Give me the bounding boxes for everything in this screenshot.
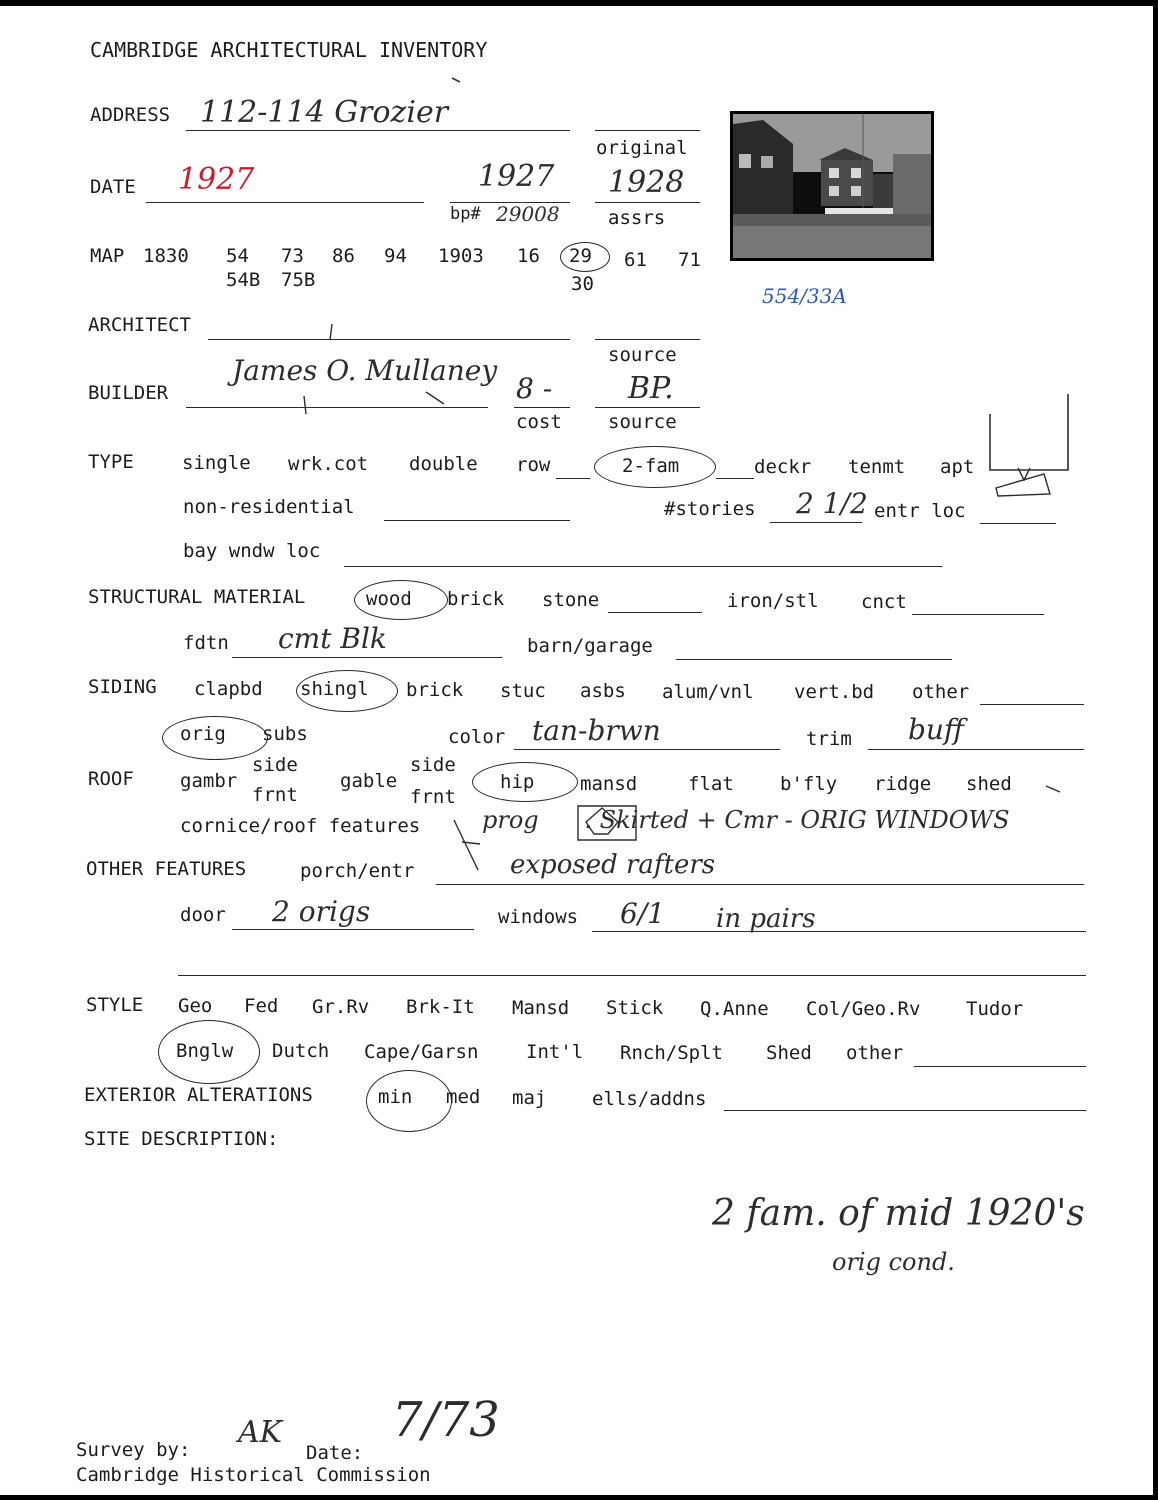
style-option: Cape/Garsn (364, 1041, 479, 1063)
structural-option-circled: wood (366, 588, 412, 610)
roof-option: gambr (180, 770, 238, 792)
original-label: original (596, 137, 688, 159)
roof-option: shed (966, 773, 1012, 795)
builder-source-value: BP. (628, 371, 674, 406)
map-label: MAP (90, 245, 125, 267)
entr-loc-label: entr loc (874, 500, 966, 522)
site-description-label: SITE DESCRIPTION: (84, 1128, 279, 1150)
architect-source-label: source (608, 344, 677, 366)
form-title: CAMBRIDGE ARCHITECTURAL INVENTORY (90, 38, 488, 62)
style-label: STYLE (86, 994, 144, 1016)
style-option: Int'l (526, 1041, 584, 1063)
style-option: Stick (606, 997, 664, 1019)
cost-label: cost (516, 411, 562, 433)
architect-label: ARCHITECT (88, 314, 191, 336)
type-option: tenmt (848, 456, 906, 478)
style-option: Geo (178, 995, 213, 1017)
bp-number-value: 29008 (496, 202, 560, 226)
windows-label: windows (498, 906, 579, 928)
map-year-sub: 30 (571, 273, 594, 295)
type-option: apt (940, 456, 975, 478)
map-year: 1903 (438, 245, 484, 267)
map-year: 16 (517, 245, 540, 267)
roof-option: frnt (410, 786, 456, 808)
siding-label: SIDING (88, 676, 157, 698)
builder-value: James O. Mullaney (232, 354, 498, 387)
subs-label: subs (262, 723, 308, 745)
windows-note: in pairs (716, 904, 816, 934)
style-option: Q.Anne (700, 998, 769, 1020)
alteration-option: ells/addns (592, 1088, 707, 1110)
color-label: color (448, 726, 506, 748)
date-red-value: 1927 (178, 162, 255, 197)
alteration-option-circled: min (378, 1086, 413, 1108)
commission-name: Cambridge Historical Commission (76, 1464, 431, 1486)
type-option: double (409, 453, 478, 475)
builder-source-label: source (608, 411, 677, 433)
date-label: DATE (90, 176, 136, 198)
roof-option: side (410, 754, 456, 776)
barn-garage-label: barn/garage (527, 635, 653, 657)
photo-reference: 554/33A (762, 284, 847, 308)
roof-option: flat (688, 773, 734, 795)
siding-option: vert.bd (794, 681, 875, 703)
alterations-label: EXTERIOR ALTERATIONS (84, 1084, 313, 1106)
site-note-2: orig cond. (832, 1248, 955, 1276)
other-features-label: OTHER FEATURES (86, 858, 247, 880)
type-label: TYPE (88, 451, 134, 473)
structural-option: brick (447, 588, 505, 610)
bp-label: bp# (450, 204, 481, 224)
map-year: 94 (384, 245, 407, 267)
siding-option-circled: shingl (300, 678, 369, 700)
survey-by-label: Survey by: (76, 1439, 191, 1461)
map-year: 73 (281, 245, 304, 267)
survey-date: 7/73 (392, 1392, 500, 1448)
porch-entr-label: porch/entr (300, 860, 415, 882)
map-year: 61 (624, 249, 647, 271)
siding-option: other (912, 681, 970, 703)
site-note: 2 fam. of mid 1920's (712, 1193, 1085, 1234)
alteration-option: maj (512, 1087, 547, 1109)
porch-entr-value: exposed rafters (510, 850, 716, 880)
style-option: other (846, 1042, 904, 1064)
structural-label: STRUCTURAL MATERIAL (88, 586, 306, 608)
cost-value: 8 - (516, 372, 553, 405)
siding-option: clapbd (194, 678, 263, 700)
orig-label-circled: orig (180, 723, 226, 745)
map-year: 54 (226, 245, 249, 267)
address-value: 112-114 Grozier (200, 95, 449, 130)
roof-option: gable (340, 770, 398, 792)
type-option: wrk.cot (288, 453, 369, 475)
map-year-sub: 54B (226, 269, 261, 291)
style-option: Mansd (512, 997, 570, 1019)
fdtn-label: fdtn (183, 632, 229, 654)
stories-label: #stories (664, 498, 756, 520)
footer-date-label: Date: (306, 1442, 364, 1464)
date-assrs-value: 1928 (608, 165, 685, 200)
style-option: Fed (244, 995, 279, 1017)
builder-label: BUILDER (88, 382, 169, 404)
survey-initials: AK (238, 1415, 283, 1450)
type-option: single (182, 452, 251, 474)
door-value: 2 origs (272, 895, 371, 928)
roof-option-circled: hip (500, 771, 535, 793)
style-option: Gr.Rv (312, 996, 370, 1018)
map-year-circled: 29 (569, 245, 592, 267)
map-year-sub: 75B (281, 269, 316, 291)
address-label: ADDRESS (90, 104, 171, 126)
roof-option: side (252, 754, 298, 776)
style-option: Brk-It (406, 996, 475, 1018)
style-option: Col/Geo.Rv (806, 998, 921, 1020)
type-option: deckr (754, 456, 812, 478)
style-option: Tudor (966, 998, 1024, 1020)
fdtn-value: cmt Blk (278, 622, 387, 655)
type-option-circled: 2-fam (622, 455, 680, 477)
siding-option: asbs (580, 680, 626, 702)
siding-option: stuc (500, 680, 546, 702)
roof-features-value: prog . Skirted + Cmr - ORIG WINDOWS (482, 806, 1010, 834)
style-option: Rnch/Splt (620, 1042, 723, 1064)
style-option: Shed (766, 1042, 812, 1064)
non-residential-label: non-residential (183, 496, 355, 518)
style-option: Dutch (272, 1040, 330, 1062)
map-year: 86 (332, 245, 355, 267)
date-bp-value: 1927 (478, 159, 555, 194)
stories-value: 2 1/2 (796, 487, 868, 520)
structural-option: stone (542, 589, 600, 611)
windows-value: 6/1 (620, 897, 666, 930)
cornice-label: cornice/roof features (180, 815, 421, 837)
roof-option: b'fly (780, 773, 838, 795)
trim-value: buff (908, 713, 964, 746)
trim-label: trim (806, 728, 852, 750)
structural-option: iron/stl (727, 590, 819, 612)
alteration-option: med (446, 1086, 481, 1108)
bay-window-label: bay wndw loc (183, 540, 321, 562)
roof-option: frnt (252, 784, 298, 806)
roof-option: ridge (874, 773, 932, 795)
map-year: 1830 (143, 245, 189, 267)
roof-option: mansd (580, 773, 638, 795)
siding-option: brick (406, 679, 464, 701)
door-label: door (180, 904, 226, 926)
roof-label: ROOF (88, 768, 134, 790)
style-option-circled: Bnglw (176, 1040, 234, 1062)
assrs-label: assrs (608, 207, 666, 229)
type-option: row (516, 454, 551, 476)
siding-option: alum/vnl (662, 681, 754, 703)
color-value: tan-brwn (532, 714, 661, 747)
map-year: 71 (678, 249, 701, 271)
structural-option: cnct (861, 591, 907, 613)
